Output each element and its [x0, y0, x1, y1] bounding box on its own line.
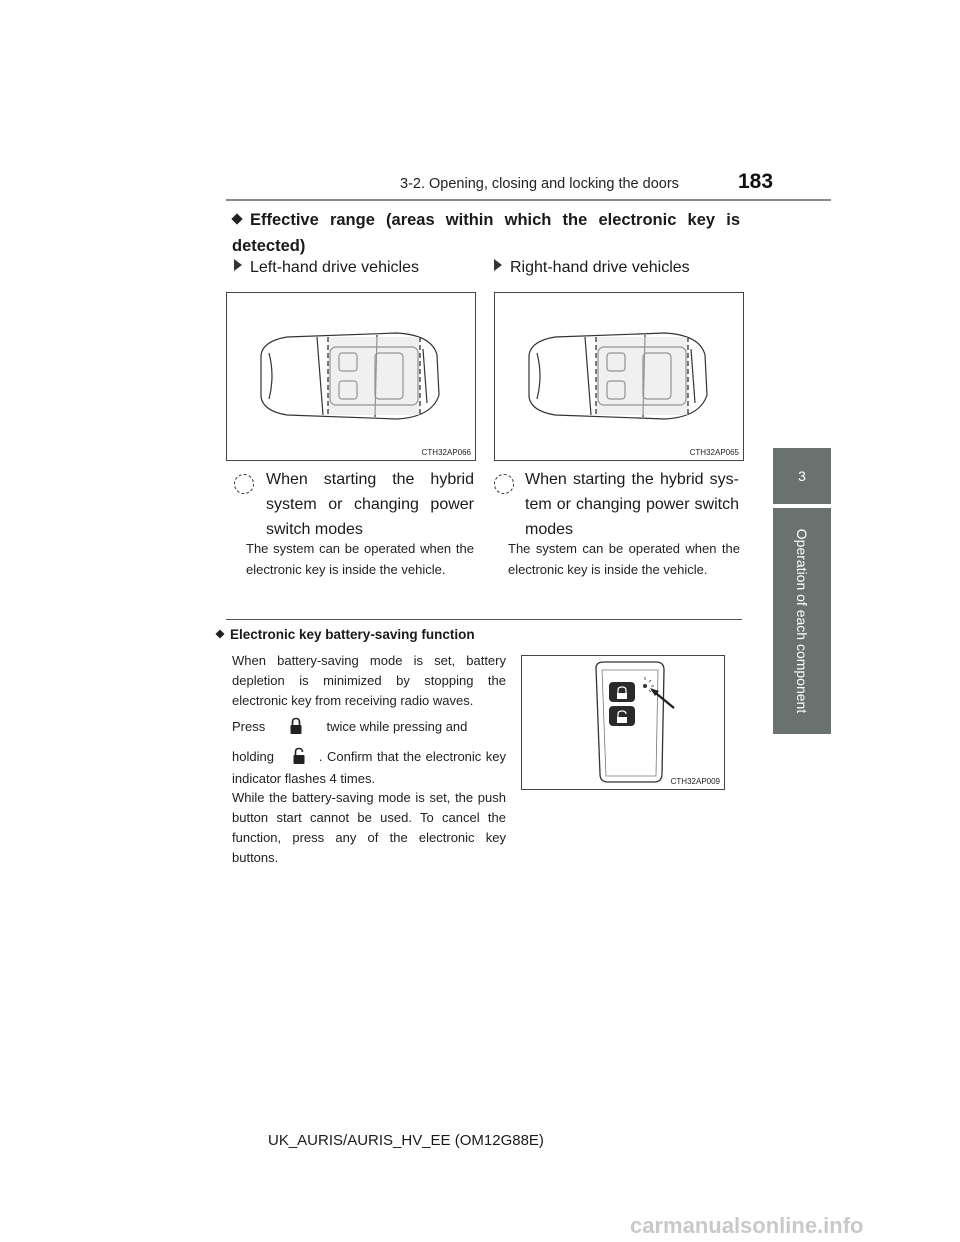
- legend-rhd: When starting the hybrid sys-tem or changing power switch modes: [525, 471, 739, 538]
- section-divider: [226, 619, 742, 620]
- chapter-tab-title: Operation of each component: [773, 508, 831, 734]
- header-rule: [226, 199, 831, 201]
- bullet-icon: [215, 629, 224, 638]
- chapter-tab-number: 3: [773, 448, 831, 504]
- document-id: UK_AURIS/AURIS_HV_EE (OM12G88E): [268, 1132, 544, 1149]
- bullet-icon: [231, 213, 242, 224]
- column-label-rhd: Right-hand drive vehicles: [494, 259, 690, 277]
- note-lhd: The system can be operated when the electronic key is inside the vehicle.: [246, 541, 474, 577]
- column-label-lhd: Left-hand drive vehicles: [234, 259, 419, 277]
- watermark: carmanualsonline.info: [630, 1213, 864, 1238]
- battery-para-2: Press twice while pressing and holding . Confirm that the electronic key indicator flashes 4 times.: [232, 719, 506, 786]
- dashed-circle-icon: [494, 474, 514, 494]
- figure-electronic-key: [521, 655, 725, 790]
- figure-code: CTH32AP066: [421, 448, 471, 457]
- lock-icon: [289, 717, 303, 735]
- car-top-view-icon: [495, 293, 743, 460]
- note-rhd: The system can be operated when the electronic key is inside the vehicle.: [508, 541, 740, 577]
- electronic-key-icon: [522, 656, 724, 789]
- page-number: 183: [738, 170, 774, 193]
- triangle-bullet-icon: [494, 259, 502, 271]
- unlock-icon: [292, 747, 306, 765]
- car-top-view-icon: [227, 293, 475, 460]
- figure-code: CTH32AP065: [689, 448, 739, 457]
- battery-para-3: While the battery-saving mode is set, the push button start cannot be used. To cancel the function, press any of the electronic key buttons.: [232, 790, 506, 865]
- figure-code: CTH32AP009: [670, 777, 720, 786]
- running-header: 3-2. Opening, closing and locking the doors: [400, 176, 679, 192]
- figure-lhd-vehicle: [226, 292, 476, 461]
- dashed-circle-icon: [234, 474, 254, 494]
- legend-lhd: When starting the hybrid system or changing power switch modes: [266, 471, 474, 538]
- battery-para-1: When battery-saving mode is set, battery depletion is minimized by stopping the electronic key from receiving radio waves.: [232, 653, 506, 708]
- subsection-heading: Electronic key battery-saving function: [216, 627, 475, 642]
- figure-rhd-vehicle: [494, 292, 744, 461]
- triangle-bullet-icon: [234, 259, 242, 271]
- section-heading: Effective range (areas within which the electronic key is detected): [232, 211, 740, 255]
